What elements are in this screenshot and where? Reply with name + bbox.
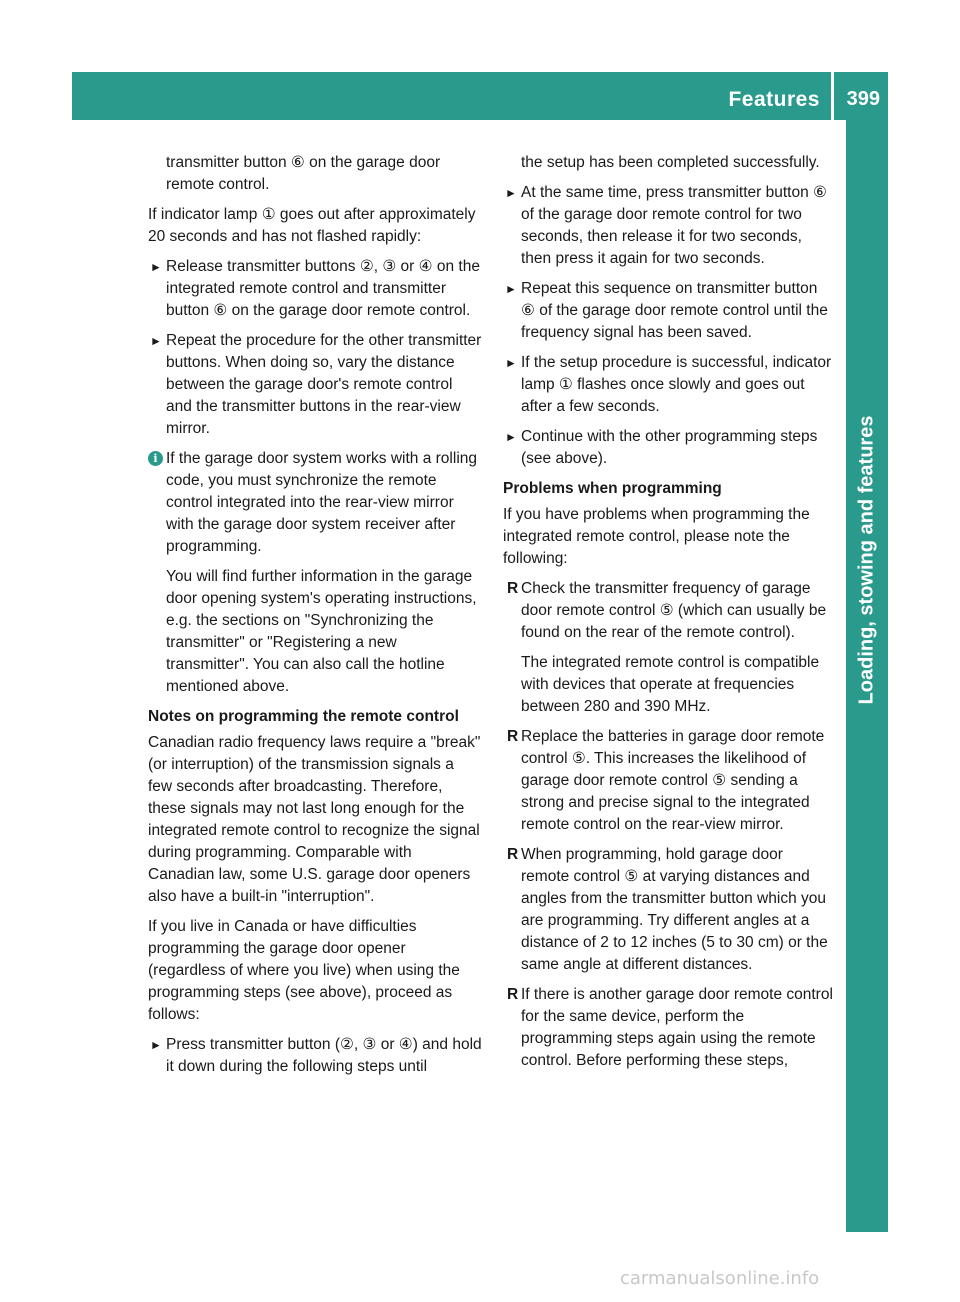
section-heading: Notes on programming the remote control <box>148 708 459 725</box>
section-heading: Problems when programming <box>503 480 722 497</box>
bullet-marker: R <box>507 846 519 863</box>
bullet-text: If there is another garage door remote control for the same device, perform the programming steps again using the remote control. Before performing these steps, <box>521 986 833 1069</box>
paragraph: If you live in Canada or have difficulties programming the garage door opener (regardless of where you live) when using the programming steps (see above), proceed as follows: <box>148 918 460 1023</box>
header-divider <box>831 72 834 120</box>
paragraph: Canadian radio frequency laws require a "break" (or interruption) of the transmission signals a few seconds after broadcasting. Therefore, these signals may not last long enough for the integrated remote control to recognize the signal during programming. Comparable with Canadian law, some U.S. garage door openers also have a built-in "interruption". <box>148 734 481 905</box>
paragraph: transmitter button ⑥ on the garage door remote control. <box>166 154 441 193</box>
side-tab-block <box>846 840 888 892</box>
bullet-item <box>503 844 833 976</box>
step-text: Continue with the other programming steps (see above). <box>521 428 818 467</box>
paragraph: If indicator lamp ① goes out after approximately 20 seconds and has not flashed rapidly: <box>148 206 476 245</box>
side-tab <box>846 300 888 820</box>
step-arrow-icon: ► <box>150 1038 162 1052</box>
side-tab-label: Loading, stowing and features <box>855 415 878 705</box>
bullet-text: Check the transmitter frequency of garage door remote control ⑤ (which can usually be found on the rear of the remote control). <box>521 580 827 641</box>
right-column <box>503 152 833 1080</box>
page-header <box>72 72 888 120</box>
bullet-marker: R <box>507 580 519 597</box>
paragraph: If you have problems when programming the integrated remote control, please note the following: <box>503 506 810 567</box>
info-text: If the garage door system works with a rolling code, you must synchronize the remote control integrated into the rear-view mirror with the garage door system receiver after programming. <box>166 450 477 555</box>
left-column <box>148 152 482 1086</box>
step-arrow-icon: ► <box>150 260 162 274</box>
bullet-marker: R <box>507 728 519 745</box>
step-arrow-icon: ► <box>505 430 517 444</box>
step-item <box>503 182 833 270</box>
step-item <box>503 352 833 418</box>
info-text: You will find further information in the garage door opening system's operating instructions, e.g. the sections on "Synchronizing the transmitter" or "Registering a new transmitter". You can also call the hotline mentioned above. <box>166 568 477 695</box>
step-text: Repeat this sequence on transmitter button ⑥ of the garage door remote control until the frequency signal has been saved. <box>521 280 828 341</box>
watermark: carmanualsonline.info <box>620 1268 820 1289</box>
step-arrow-icon: ► <box>505 282 517 296</box>
step-text: Press transmitter button (②, ③ or ④) and hold it down during the following steps until <box>166 1036 482 1075</box>
step-item <box>148 1034 482 1078</box>
step-item <box>148 256 482 322</box>
bullet-item <box>503 726 833 836</box>
step-item <box>148 330 482 440</box>
step-item <box>503 426 833 470</box>
bullet-text: Replace the batteries in garage door remote control ⑤. This increases the likelihood of garage door remote control ⑤ sending a strong and precise signal to the integrated remote control on the rear-view mirror. <box>521 728 825 833</box>
paragraph: the setup has been completed successfully. <box>521 154 820 171</box>
bullet-item <box>503 578 833 718</box>
info-icon: i <box>148 451 163 466</box>
step-text: If the setup procedure is successful, indicator lamp ① flashes once slowly and goes out after a few seconds. <box>521 354 832 415</box>
step-text: At the same time, press transmitter button ⑥ of the garage door remote control for two seconds, then release it for two seconds, then press it again for two seconds. <box>521 184 827 267</box>
bullet-text: The integrated remote control is compatible with devices that operate at frequencies between 280 and 390 MHz. <box>521 654 820 715</box>
info-note <box>148 448 482 698</box>
step-arrow-icon: ► <box>505 356 517 370</box>
bullet-text: When programming, hold garage door remote control ⑤ at varying distances and angles from the transmitter button which you are programming. Try different angles at a distance of 2 to 12 inches (5 to 30 cm) or the same angle at different distances. <box>521 846 828 973</box>
page-number: 399 <box>846 88 880 110</box>
step-arrow-icon: ► <box>150 334 162 348</box>
bullet-marker: R <box>507 986 519 1003</box>
bullet-item <box>503 984 833 1072</box>
section-title: Features <box>728 88 820 111</box>
step-text: Repeat the procedure for the other transmitter buttons. When doing so, vary the distance between the garage door's remote control and the transmitter buttons in the rear-view mirror. <box>166 332 482 437</box>
step-text: Release transmitter buttons ②, ③ or ④ on the integrated remote control and transmitter button ⑥ on the garage door remote control. <box>166 258 480 319</box>
step-item <box>503 278 833 344</box>
step-arrow-icon: ► <box>505 186 517 200</box>
